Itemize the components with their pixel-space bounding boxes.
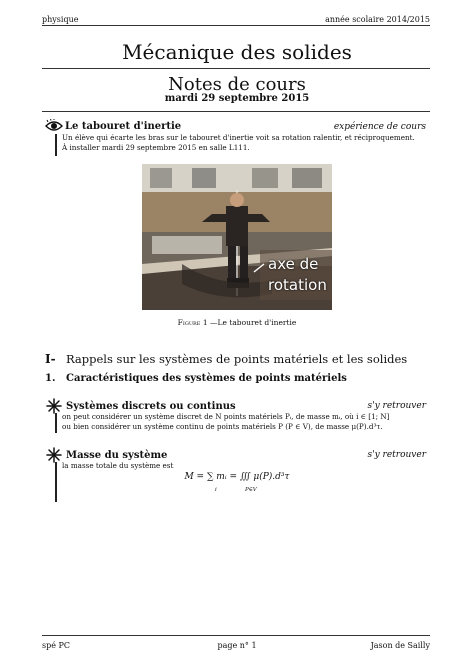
mass-formula: M = ∑ mᵢ = ∭ μ(P).d³τ (184, 472, 290, 482)
box-tag-retrouver: s'y retrouver (367, 450, 426, 460)
star-icon (46, 398, 62, 414)
annotation-rotation: rotation (268, 276, 327, 294)
box-text-line2: À installer mardi 29 septembre 2015 en salle L111. (62, 143, 250, 152)
date-rule (42, 111, 430, 112)
eye-icon (45, 118, 63, 132)
annotation-axe: axe de (268, 255, 319, 273)
box-title-masse: Masse du système (66, 450, 168, 461)
box-title-tabouret: Le tabouret d'inertie (65, 121, 182, 132)
integral-index: P∈V (245, 487, 257, 493)
figure-caption (0, 318, 474, 327)
section-title: Rappels sur les systèmes de points matériels et les solides (66, 352, 408, 366)
caption-text: —Le tabouret d'inertie (210, 318, 297, 327)
box-bar (55, 462, 57, 502)
box2-text-line1: on peut considérer un système discret de N points matériels Pᵢ, de masse mᵢ, où i ∈ [1; N] (62, 412, 390, 421)
document-date: mardi 29 septembre 2015 (164, 93, 310, 104)
box3-text-line1: la masse totale du système est (62, 461, 174, 470)
box-tag-retrouver: s'y retrouver (367, 401, 426, 411)
box-bar (55, 413, 57, 433)
figure-photo (142, 164, 332, 310)
footer-right: Jason de Sailly (370, 641, 430, 650)
subsection-number: 1. (45, 373, 56, 384)
box2-text-line2: ou bien considérer un système continu de points matériels P (P ∈ V), de masse μ(P).d³τ. (62, 422, 383, 431)
header-right: année scolaire 2014/2015 (325, 15, 430, 24)
box-text-line1: Un élève qui écarte les bras sur le tabouret d'inertie voit sa rotation ralentir, et réciproquement. (62, 133, 415, 142)
caption-label: Figure 1 (177, 318, 208, 327)
footer-rule (42, 635, 430, 636)
title-rule (42, 68, 430, 69)
header-rule (42, 25, 430, 26)
header-left: physique (42, 15, 79, 24)
document-title: Mécanique des solides (122, 40, 352, 64)
sum-index: i (215, 487, 217, 493)
star-icon (46, 447, 62, 463)
footer-left: spé PC (42, 641, 71, 650)
box-title-systemes: Systèmes discrets ou continus (66, 401, 236, 412)
subsection-title: Caractéristiques des systèmes de points matériels (66, 373, 347, 384)
box-tag-experience: expérience de cours (333, 122, 426, 132)
page-number: page n° 1 (217, 641, 257, 650)
document-subtitle: Notes de cours (168, 74, 306, 95)
section-number: I- (45, 352, 56, 366)
box-bar (55, 134, 57, 156)
